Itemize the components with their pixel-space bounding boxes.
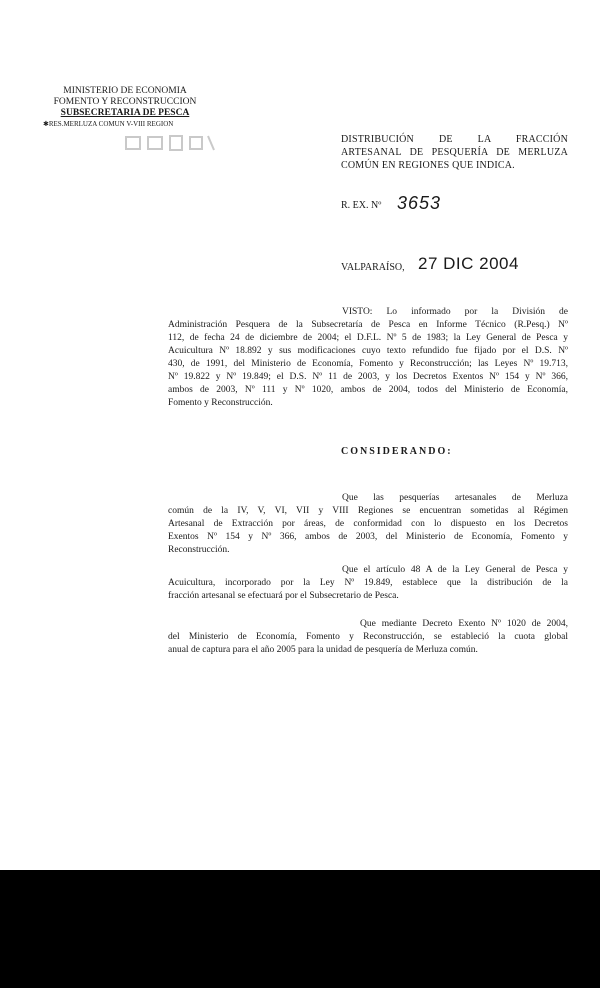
text-line: Que las pesquerías artesanales de Merluza	[342, 493, 568, 503]
place-label: VALPARAÍSO,	[341, 262, 405, 273]
text-line: común de la IV, V, VI, VII y VIII Regiones se encuentran sometidas al Régimen	[168, 506, 568, 516]
text-line: del Ministerio de Economía, Fomento y Reconstrucción, se estableció la cuota global	[168, 632, 568, 642]
ministry-name-line2: FOMENTO Y RECONSTRUCCION	[53, 97, 197, 107]
considerando-paragraph-3	[168, 618, 568, 657]
resolution-number: 3653	[397, 193, 442, 213]
subject-line: COMÚN EN REGIONES QUE INDICA.	[341, 160, 515, 171]
considerando-paragraph-1	[168, 492, 568, 557]
reference-code: ✱RES.MERLUZA COMUN V-VIII REGION	[43, 120, 174, 128]
considerando-paragraph-2	[168, 564, 568, 603]
text-line: Artesanal de Extracción por áreas, de conformidad con lo dispuesto en los Decretos	[168, 519, 568, 529]
text-line: Exentos Nº 154 y Nº 366, ambos de 2003, del Ministerio de Economía, Fomento y	[168, 532, 568, 542]
date-stamp: 27 DIC 2004	[418, 254, 519, 273]
text-line: Que mediante Decreto Exento Nº 1020 de 2004,	[360, 619, 568, 629]
ministry-name: MINISTERIO DE ECONOMIA	[63, 86, 187, 96]
resolution-subject	[341, 133, 568, 172]
faded-stamp	[124, 133, 220, 153]
considerando-heading: CONSIDERANDO:	[341, 446, 453, 457]
text-line: Reconstrucción.	[168, 545, 230, 555]
subject-line: ARTESANAL DE PESQUERÍA DE MERLUZA	[341, 147, 568, 158]
text-line: Nº 19.822 y Nº 19.849; el D.S. Nº 11 de 2003, y los Decretos Exentos Nº 154 y Nº 366,	[168, 372, 568, 382]
text-line: Acuicultura Nº 18.892 y sus modificaciones cuyo texto refundido fue fijado por el D.S. Nº	[168, 346, 568, 356]
text-line: 112, de fecha 24 de diciembre de 2004; el D.F.L. Nº 5 de 1983; la Ley General de Pesca y	[168, 333, 568, 343]
text-line: 430, de 1991, del Ministerio de Economía, Fomento y Reconstrucción; las Leyes Nº 19.713,	[168, 359, 568, 369]
text-line: Administración Pesquera de la Subsecretaría de Pesca en Informe Técnico (R.Pesq.) Nº	[168, 320, 568, 330]
subsecretaria-name: SUBSECRETARIA DE PESCA	[60, 108, 190, 118]
letterhead	[40, 86, 210, 130]
text-line: anual de captura para el año 2005 para la unidad de pesquería de Merluza común.	[168, 645, 478, 655]
text-line: Fomento y Reconstrucción.	[168, 398, 273, 408]
resolution-label: R. EX. Nº	[341, 200, 382, 211]
visto-paragraph	[168, 306, 568, 410]
subject-line: DISTRIBUCIÓN DE LA FRACCIÓN	[341, 134, 568, 145]
text-line: Acuicultura, incorporado por la Ley Nº 19.849, establece que la distribución de la	[168, 578, 568, 588]
text-line: ambos de 2003, Nº 111 y Nº 1020, ambos de 2004, todos del Ministerio de Economía,	[168, 385, 568, 395]
text-line: VISTO: Lo informado por la División de	[342, 307, 568, 317]
text-line: fracción artesanal se efectuará por el Subsecretario de Pesca.	[168, 591, 399, 601]
text-line: Que el artículo 48 A de la Ley General de Pesca y	[342, 565, 568, 575]
scan-margin-bar	[0, 870, 600, 988]
